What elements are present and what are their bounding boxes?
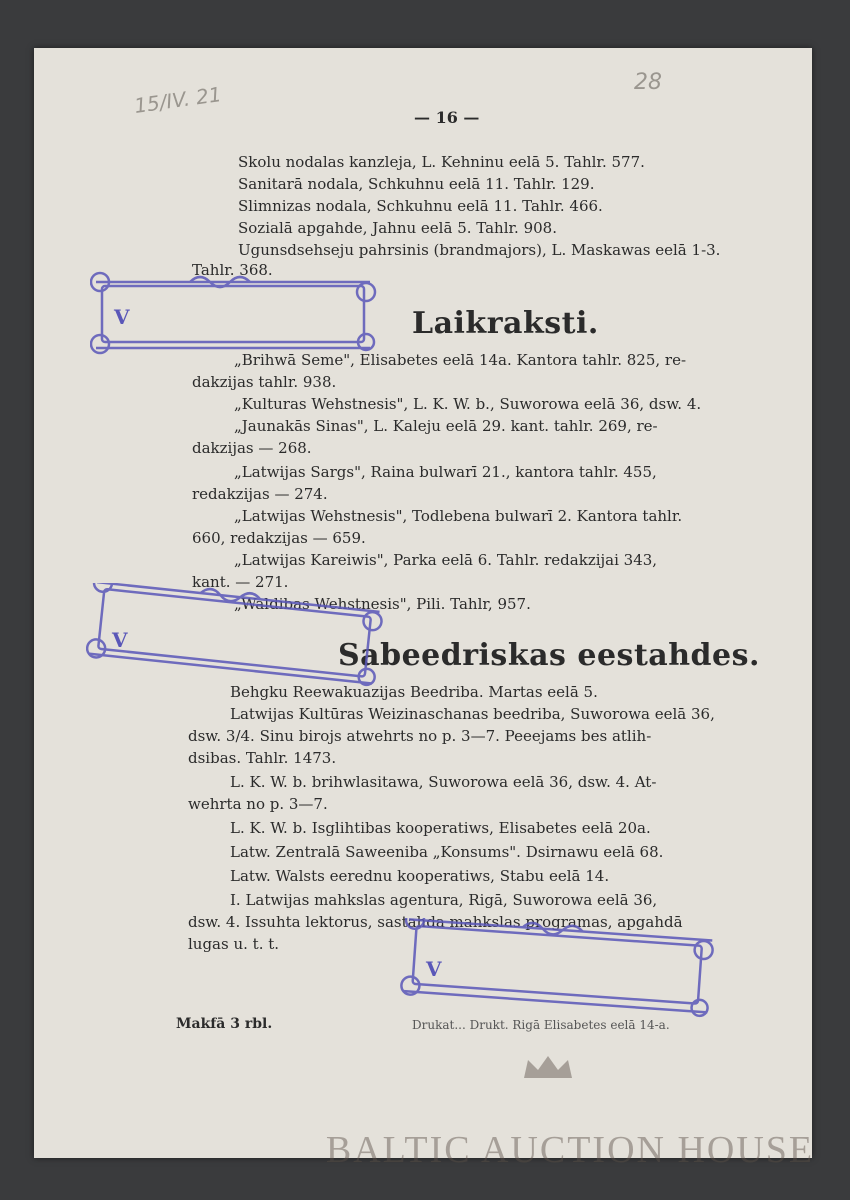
list-item: „Latwijas Kareiwis", Parka eelā 6. Tahlr. redakzijai 343,: [234, 551, 658, 569]
list-item: Tahlr. 368.: [192, 261, 273, 279]
pencil-note-left: 15/IV. 21: [132, 82, 223, 118]
list-item: wehrta no p. 3—7.: [188, 795, 328, 813]
list-item: Latw. Zentralā Saweeniba „Konsums". Dsirnawu eelā 68.: [230, 843, 664, 861]
section-heading-newspapers: Laikraksti.: [412, 306, 599, 341]
list-item: „Kulturas Wehstnesis", L. K. W. b., Suworowa eelā 36, dsw. 4.: [234, 395, 702, 413]
list-item: Ugunsdsehseju pahrsinis (brandmajors), L. Maskawas eelā 1-3.: [238, 241, 721, 259]
pencil-note-right: 28: [634, 70, 662, 95]
price-label: Makfā 3 rbl.: [176, 1016, 273, 1032]
list-item: kant. — 271.: [192, 573, 289, 591]
crown-icon: [520, 1052, 576, 1082]
list-item: „Waldibas Wehstnesis", Pili. Tahlr, 957.: [234, 595, 531, 613]
list-item: lugas u. t. t.: [188, 935, 280, 953]
watermark-text: BALTIC AUCTION HOUSE: [325, 1129, 815, 1171]
list-item: „Latwijas Wehstnesis", Todlebena bulwarī 2. Kantora tahlr.: [234, 507, 683, 525]
list-item: Latwijas Kultūras Weizinaschanas beedriba, Suworowa eelā 36,: [230, 705, 715, 723]
list-item: „Jaunakās Sinas", L. Kaleju eelā 29. kant. tahlr. 269, re-: [234, 417, 658, 435]
list-item: dsw. 3/4. Sinu birojs atwehrts no p. 3—7. Peeejams bes atlih-: [188, 727, 652, 745]
list-item: Sozialā apgahde, Jahnu eelā 5. Tahlr. 908.: [238, 219, 557, 237]
stamp-3: [400, 918, 720, 1018]
list-item: Slimnizas nodala, Schkuhnu eelā 11. Tahlr. 466.: [238, 197, 603, 215]
list-item: 660, redakzijas — 659.: [192, 529, 366, 547]
list-item: L. K. W. b. Isglihtibas kooperatiws, Elisabetes eelā 20a.: [230, 819, 651, 837]
list-item: dsibas. Tahlr. 1473.: [188, 749, 337, 767]
list-item: L. K. W. b. brihwlasitawa, Suworowa eelā 36, dsw. 4. At-: [230, 773, 657, 791]
list-item: Sanitarā nodala, Schkuhnu eelā 11. Tahlr. 129.: [238, 175, 595, 193]
stamp-1: [90, 270, 380, 360]
stamp-mark: V: [114, 305, 130, 329]
list-item: I. Latwijas mahkslas agentura, Rigā, Suworowa eelā 36,: [230, 891, 658, 909]
list-item: dakzijas tahlr. 938.: [192, 373, 337, 391]
stamp-mark: V: [426, 957, 442, 981]
list-item: Behgku Reewakuazijas Beedriba. Martas eelā 5.: [230, 683, 598, 701]
list-item: dakzijas — 268.: [192, 439, 312, 457]
stamp-mark: V: [112, 628, 128, 652]
section-heading-public: Sabeedriskas eestahdes.: [338, 638, 760, 673]
document-page: [34, 48, 812, 1158]
list-item: „Latwijas Sargs", Raina bulwarī 21., kantora tahlr. 455,: [234, 463, 657, 481]
list-item: Skolu nodalas kanzleja, L. Kehninu eelā 5. Tahlr. 577.: [238, 153, 645, 171]
stamp-2: [86, 583, 386, 693]
list-item: redakzijas — 274.: [192, 485, 328, 503]
list-item: Latw. Walsts eerednu kooperatiws, Stabu eelā 14.: [230, 867, 610, 885]
list-item: dsw. 4. Issuhta lektorus, sastahda mahkslas programas, apgahdā: [188, 913, 683, 931]
printer-imprint: Drukat... Drukt. Rigā Elisabetes eelā 14-a.: [412, 1018, 670, 1032]
list-item: „Brihwā Seme", Elisabetes eelā 14a. Kantora tahlr. 825, re-: [234, 351, 687, 369]
page-number: — 16 —: [414, 108, 480, 127]
